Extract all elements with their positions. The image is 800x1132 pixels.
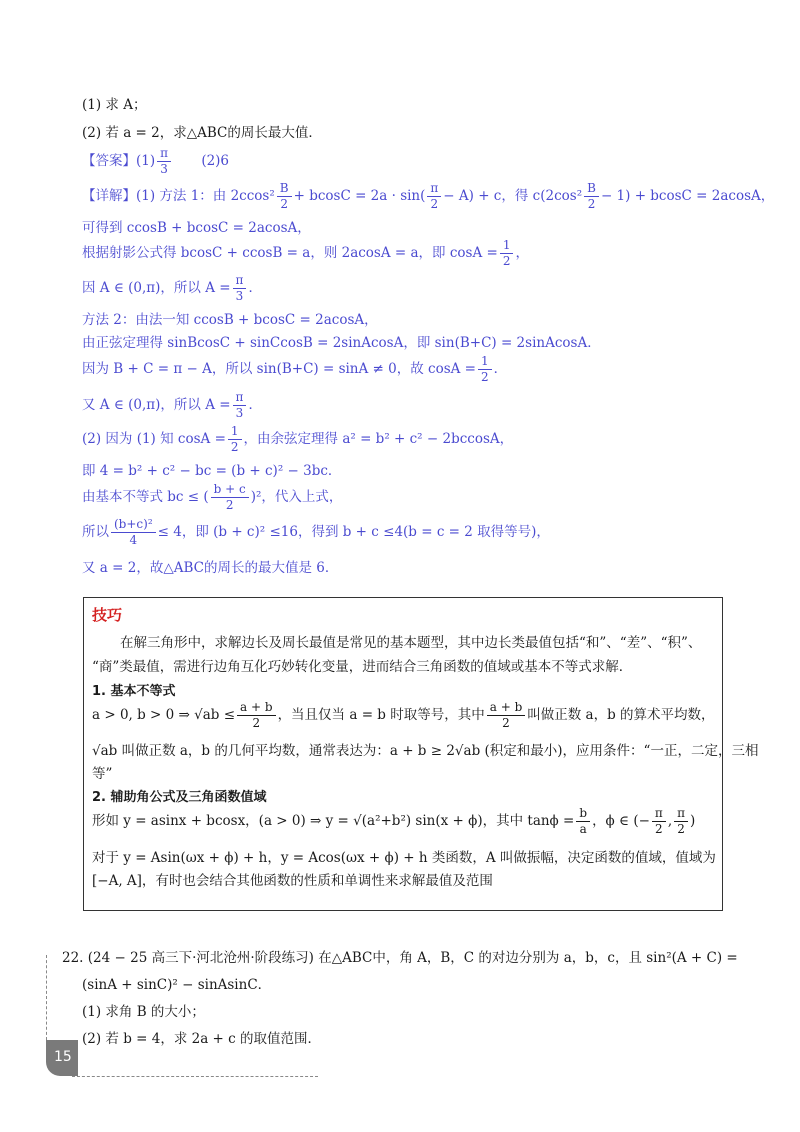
- detail-line-13: 又 a = 2，故△ABC的周长的最大值是 6．: [82, 560, 339, 576]
- page-number-tab: [46, 1040, 78, 1076]
- detail-line-12: 所以 $\frac{\text{(b+c)²}}{4}$ ≤ 4，即 (b + c)² ≤16，得到 b + c ≤4(b = c = 2 取得等号)，: [82, 517, 550, 547]
- detail-line-3: 根据射影公式得 bcosC + ccosB = a，则 2acosA = a，即 cosA = $\frac{1}{2}$ ，: [82, 238, 529, 268]
- detail-line-4: 因 A ∈ (0,π)，所以 A = $\frac{\pi}{3}$ ．: [82, 273, 262, 303]
- detail-line-9: (2) 因为 (1) 知 cosA = $\frac{1}{2}$ ，由余弦定理得 a² = b² + c² − 2bccosA，: [82, 424, 514, 454]
- fraction: $\frac{b + c}{2}$: [211, 482, 249, 513]
- answer-label: 【答案】: [82, 153, 136, 169]
- tip-amplitude-line: 对于 y = Asin(ωx + ϕ) + h，y = Acos(ωx + ϕ) + h 类函数，A 叫做振幅，决定函数的值域，值域为: [92, 850, 716, 866]
- fraction: $\frac{B}{2}$: [277, 181, 292, 212]
- detail-line-6: 由正弦定理得 sinBcosC + sinCcosB = 2sinAcosA，即 sin(B+C) = 2sinAcosA．: [82, 335, 601, 351]
- tip-heading-2: 2. 辅助角公式及三角函数值域: [92, 790, 267, 805]
- detail-line-8: 又 A ∈ (0,π)，所以 A = $\frac{\pi}{3}$ ．: [82, 390, 262, 420]
- q22-line-1: 22. (24 − 25 高三下·河北沧州·阶段练习) 在△ABC中，角 A，B，C 的对边分别为 a，b，c，且 sin²(A + C) =: [62, 950, 738, 966]
- fraction: $\frac{B}{2}$: [584, 181, 599, 212]
- fraction: $\frac{\pi}{3}$: [233, 390, 247, 421]
- page-number: 15: [54, 1049, 72, 1065]
- fraction: $\frac{\pi}{2}$: [674, 806, 688, 837]
- tip-heading-1: 1. 基本不等式: [92, 684, 176, 699]
- fraction: $\frac{a + b}{2}$: [487, 700, 526, 731]
- fraction: $\frac{\pi}{2}$: [652, 806, 666, 837]
- detail-line-11: 由基本不等式 bc ≤ ( $\frac{b + c}{2}$ )²，代入上式，: [82, 482, 343, 512]
- question-part-2: (2) 若 a = 2，求△ABC的周长最大值．: [82, 125, 322, 141]
- fraction: $\frac{a + b}{2}$: [237, 700, 276, 731]
- q22-line-2: (sinA + sinC)² − sinAsinC．: [82, 977, 272, 993]
- tip-range-line: [−A, A]，有时也会结合其他函数的性质和单调性来求解最值及范围: [92, 873, 493, 889]
- fraction: $\frac{1}{2}$: [228, 424, 242, 455]
- q22-line-3: (1) 求角 B 的大小；: [82, 1004, 205, 1020]
- tip-box: [83, 597, 759, 911]
- tip-conditions-end: 等”: [92, 766, 113, 782]
- detail-line-5: 方法 2：由法一知 ccosB + bcosC = 2acosA，: [82, 312, 378, 328]
- detail-line-7: 因为 B + C = π − A，所以 sin(B+C) = sinA ≠ 0，故 cosA = $\frac{1}{2}$ ．: [82, 354, 508, 384]
- dashed-margin-line: [46, 955, 47, 1040]
- fraction: $\frac{1}{2}$: [478, 354, 492, 385]
- tip-title: 技巧: [92, 606, 123, 624]
- answer-part1: (1): [136, 153, 156, 169]
- answer-part2: (2)6: [201, 153, 230, 169]
- question-part-1: (1) 求 A；: [82, 97, 147, 113]
- tip-intro-1: 在解三角形中，求解边长及周长最值是常见的基本题型，其中边长类最值包括“和”、“差”、“积”、: [120, 635, 702, 651]
- dashed-footer-line: [72, 1076, 318, 1077]
- fraction: $\frac{\text{(b+c)²}}{4}$: [111, 517, 156, 548]
- detail-line-10: 即 4 = b² + c² − bc = (b + c)² − 3bc．: [82, 463, 342, 479]
- fraction: $\frac{b}{a}$: [576, 806, 590, 837]
- detail-line-1: 【详解】(1) 方法 1：由 2ccos² $\frac{B}{2}$ + bcosC = 2a · sin( $\frac{\pi}{2}$ − A) + c，得 c(2cos² $\frac{B}{2}$ − 1) + bcosC = 2acosA，: [82, 181, 775, 211]
- q22-line-4: (2) 若 b = 4，求 2a + c 的取值范围．: [82, 1031, 322, 1047]
- tip-aux-angle-line: 形如 y = asinx + bcosx，(a > 0) ⇒ y = √(a²+b²) sin(x + ϕ)，其中 tanϕ = $\frac{b}{a}$ ，ϕ ∈ (− $\frac{\pi}{2}$ , $\frac{\pi}{2}$ ): [92, 806, 696, 836]
- answer-line: [82, 146, 229, 177]
- tip-intro-2: “商”类最值，需进行边角互化巧妙转化变量，进而结合三角函数的值域或基本不等式求解．: [92, 659, 633, 675]
- detail-line-2: 可得到 ccosB + bcosC = 2acosA，: [82, 220, 311, 236]
- fraction: $\frac{\pi}{3}$: [157, 146, 171, 177]
- tip-inequality-line: a > 0, b > 0 ⇒ √ab ≤ $\frac{a + b}{2}$ ，当且仅当 a = b 时取等号，其中 $\frac{a + b}{2}$ 叫做正数 a，b 的算术平均数，: [92, 700, 715, 730]
- fraction: $\frac{\pi}{2}$: [427, 181, 441, 212]
- fraction: $\frac{1}{2}$: [500, 238, 514, 269]
- fraction: $\frac{\pi}{3}$: [233, 273, 247, 304]
- tip-geometric-mean-line: √ab 叫做正数 a，b 的几何平均数，通常表达为：a + b ≥ 2√ab (积定和最小)，应用条件：“一正，二定，三相: [92, 743, 759, 759]
